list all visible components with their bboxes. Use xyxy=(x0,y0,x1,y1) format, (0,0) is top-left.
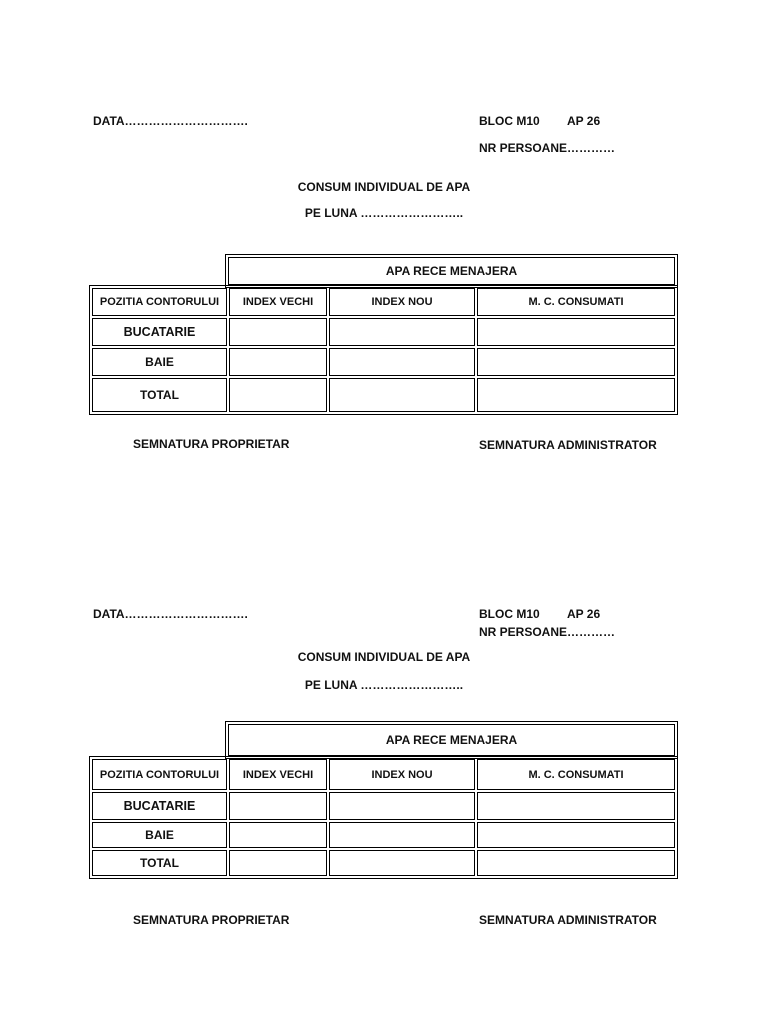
apartment-label: AP 26 xyxy=(567,607,601,621)
table-row xyxy=(92,792,675,820)
apartment-label: AP 26 xyxy=(567,114,601,128)
table-header-row xyxy=(92,288,675,316)
group-header-box xyxy=(225,721,678,759)
consumption-table xyxy=(89,756,678,879)
cell-new-index[interactable] xyxy=(329,822,475,848)
cell-new-index[interactable] xyxy=(329,792,475,820)
month-line: PE LUNA …………………….. xyxy=(304,206,464,220)
form-title: CONSUM INDIVIDUAL DE APA xyxy=(297,180,471,194)
col-header-consumed: M. C. CONSUMATI xyxy=(477,759,675,790)
row-label-kitchen: BUCATARIE xyxy=(92,792,227,820)
admin-signature-label: SEMNATURA ADMINISTRATOR xyxy=(479,438,657,452)
consumption-table xyxy=(89,285,678,415)
cell-new-index[interactable] xyxy=(329,850,475,876)
row-label-total: TOTAL xyxy=(92,378,227,412)
col-header-new-index: INDEX NOU xyxy=(329,759,475,790)
cell-old-index[interactable] xyxy=(229,850,327,876)
col-header-position: POZITIA CONTORULUI xyxy=(92,759,227,790)
cell-consumed[interactable] xyxy=(477,822,675,848)
cell-new-index[interactable] xyxy=(329,378,475,412)
row-label-total: TOTAL xyxy=(92,850,227,876)
cell-consumed[interactable] xyxy=(477,318,675,346)
cell-consumed[interactable] xyxy=(477,850,675,876)
admin-signature-label: SEMNATURA ADMINISTRATOR xyxy=(479,913,657,927)
owner-signature-label: SEMNATURA PROPRIETAR xyxy=(133,437,290,451)
table-header-row xyxy=(92,759,675,790)
form-title: CONSUM INDIVIDUAL DE APA xyxy=(297,650,471,664)
cell-old-index[interactable] xyxy=(229,378,327,412)
date-line: DATA…………………………. xyxy=(93,114,248,128)
date-line: DATA…………………………. xyxy=(93,607,248,621)
col-header-position: POZITIA CONTORULUI xyxy=(92,288,227,316)
persons-line: NR PERSOANE………… xyxy=(479,141,616,155)
table-row xyxy=(92,822,675,848)
col-header-old-index: INDEX VECHI xyxy=(229,288,327,316)
bloc-label: BLOC M10 xyxy=(479,607,540,621)
cell-consumed[interactable] xyxy=(477,348,675,376)
group-header: APA RECE MENAJERA xyxy=(228,257,675,285)
persons-line: NR PERSOANE………… xyxy=(479,625,616,639)
col-header-new-index: INDEX NOU xyxy=(329,288,475,316)
group-header-box xyxy=(225,254,678,288)
row-label-bathroom: BAIE xyxy=(92,348,227,376)
owner-signature-label: SEMNATURA PROPRIETAR xyxy=(133,913,290,927)
col-header-consumed: M. C. CONSUMATI xyxy=(477,288,675,316)
row-label-bathroom: BAIE xyxy=(92,822,227,848)
cell-consumed[interactable] xyxy=(477,792,675,820)
cell-old-index[interactable] xyxy=(229,348,327,376)
group-header: APA RECE MENAJERA xyxy=(228,724,675,756)
cell-new-index[interactable] xyxy=(329,318,475,346)
cell-new-index[interactable] xyxy=(329,348,475,376)
col-header-old-index: INDEX VECHI xyxy=(229,759,327,790)
month-line: PE LUNA …………………….. xyxy=(304,678,464,692)
cell-old-index[interactable] xyxy=(229,792,327,820)
table-row xyxy=(92,318,675,346)
table-row xyxy=(92,348,675,376)
row-label-kitchen: BUCATARIE xyxy=(92,318,227,346)
table-row xyxy=(92,850,675,876)
cell-consumed[interactable] xyxy=(477,378,675,412)
cell-old-index[interactable] xyxy=(229,318,327,346)
bloc-label: BLOC M10 xyxy=(479,114,540,128)
table-row xyxy=(92,378,675,412)
cell-old-index[interactable] xyxy=(229,822,327,848)
